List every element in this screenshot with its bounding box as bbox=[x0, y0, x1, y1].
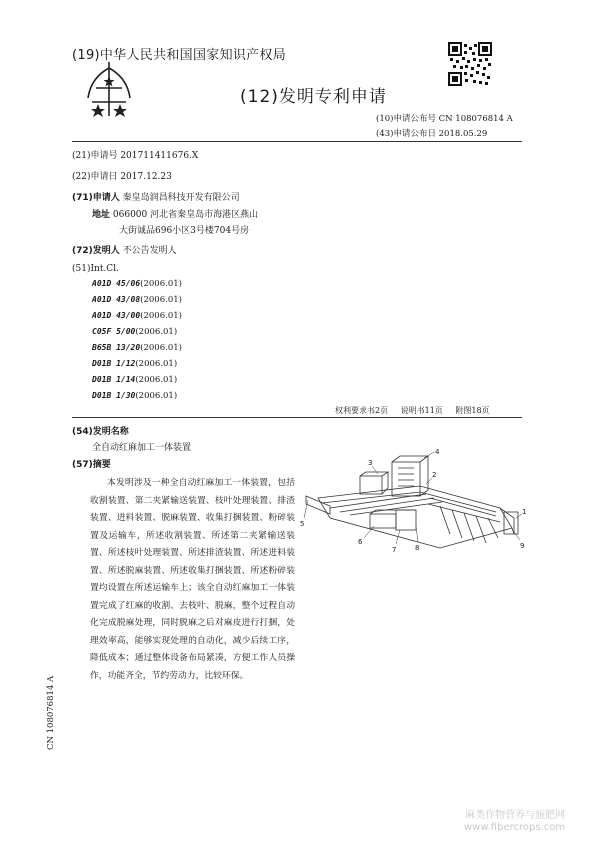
drawing-pages: 附图18页 bbox=[455, 406, 490, 415]
watermark-url: www.fibercrops.com bbox=[464, 822, 566, 833]
drawing-label: 8 bbox=[415, 544, 420, 552]
ipc-item: A01D 45/06(2006.01) bbox=[92, 279, 182, 289]
drawing-label: 1 bbox=[522, 508, 527, 516]
publication-number: (10)申请公布号 CN 108076814 A bbox=[376, 114, 513, 124]
divider-middle bbox=[72, 417, 522, 418]
divider-top bbox=[72, 141, 522, 142]
inventor-name: 不公告发明人 bbox=[122, 246, 177, 256]
claims-pages: 权利要求书2页 bbox=[335, 406, 389, 415]
watermark bbox=[464, 810, 565, 834]
drawing-label: 2 bbox=[432, 471, 437, 479]
drawing-label: 5 bbox=[300, 520, 305, 528]
ipc-item: D01B 1/12(2006.01) bbox=[92, 359, 178, 369]
drawing-label: 7 bbox=[392, 546, 397, 554]
side-publication-code: CN 108076814 A bbox=[46, 675, 56, 750]
qr-code bbox=[448, 42, 492, 86]
applicant-label: (71)申请人 bbox=[72, 193, 120, 203]
description-pages: 说明书11页 bbox=[400, 406, 443, 415]
address-line-2: 大街诚品696小区3号楼704号房 bbox=[119, 226, 250, 236]
page-counts bbox=[335, 405, 500, 416]
applicant-name: 秦皇岛润昌科技开发有限公司 bbox=[122, 193, 240, 203]
device-drawing bbox=[300, 448, 530, 558]
publication-date: (43)申请公布日 2018.05.29 bbox=[376, 129, 488, 139]
inventor-label: (72)发明人 bbox=[72, 246, 120, 256]
title-label: (54)发明名称 bbox=[72, 427, 129, 437]
abstract-label: (57)摘要 bbox=[72, 460, 111, 470]
ipc-item: A01D 43/00(2006.01) bbox=[92, 311, 182, 321]
application-date: (22)申请日 2017.12.23 bbox=[72, 172, 172, 182]
drawing-label: 3 bbox=[368, 459, 373, 467]
ipc-item: C05F 5/00(2006.01) bbox=[92, 327, 178, 337]
drawing-label: 6 bbox=[358, 538, 363, 546]
document-type: (12)发明专利申请 bbox=[240, 87, 387, 107]
ipc-item: B65B 13/20(2006.01) bbox=[92, 343, 182, 353]
ipc-item: D01B 1/30(2006.01) bbox=[92, 391, 178, 401]
watermark-name: 麻类作物营养与施肥网 bbox=[465, 810, 566, 821]
application-number: (21)申请号 201711411676.X bbox=[72, 151, 199, 161]
invention-title: 全自动红麻加工一体装置 bbox=[92, 443, 192, 453]
ipc-label: (51)Int.Cl. bbox=[72, 264, 119, 274]
ipc-item: D01B 1/14(2006.01) bbox=[92, 375, 178, 385]
address-label: 地址 bbox=[92, 210, 111, 220]
inventor-row bbox=[72, 243, 177, 256]
issuing-office: (19)中华人民共和国国家知识产权局 bbox=[72, 48, 287, 63]
address-line-1: 066000 河北省秦皇岛市海港区燕山 bbox=[112, 210, 259, 220]
ipc-item: A01D 43/08(2006.01) bbox=[92, 295, 182, 305]
address-row bbox=[92, 207, 258, 220]
drawing-label: 9 bbox=[520, 542, 525, 550]
abstract-text: 本发明涉及一种全自动红麻加工一体装置，包括收割装置、第二夹紧输送装置、枝叶处理装置、排渣装置、进料装置、脱麻装置、收集打捆装置、粉碎装置及运输车，所述收割装置、所述第二夹紧输送装置、所述枝叶处理装置、所述排渣装置、所述进料装置、所述脱麻装置、所述收集打捆装置、所述粉碎装置均设置在所述运输车上；该全自动红麻加工一体装置完成了红麻的收割、去枝叶、脱麻，整个过程自动化完成脱麻处理，同时脱麻之后对麻皮进行打捆，处理效率高，能够实现处理的自动化，减少后续工序，降低成本；通过整体设备布局紧凑，方便工作人员操作，功能齐全，节约劳动力，比较环保。 bbox=[90, 478, 295, 681]
drawing-label: 4 bbox=[435, 448, 440, 456]
applicant-row bbox=[72, 190, 240, 203]
cnipa-emblem bbox=[78, 58, 140, 120]
